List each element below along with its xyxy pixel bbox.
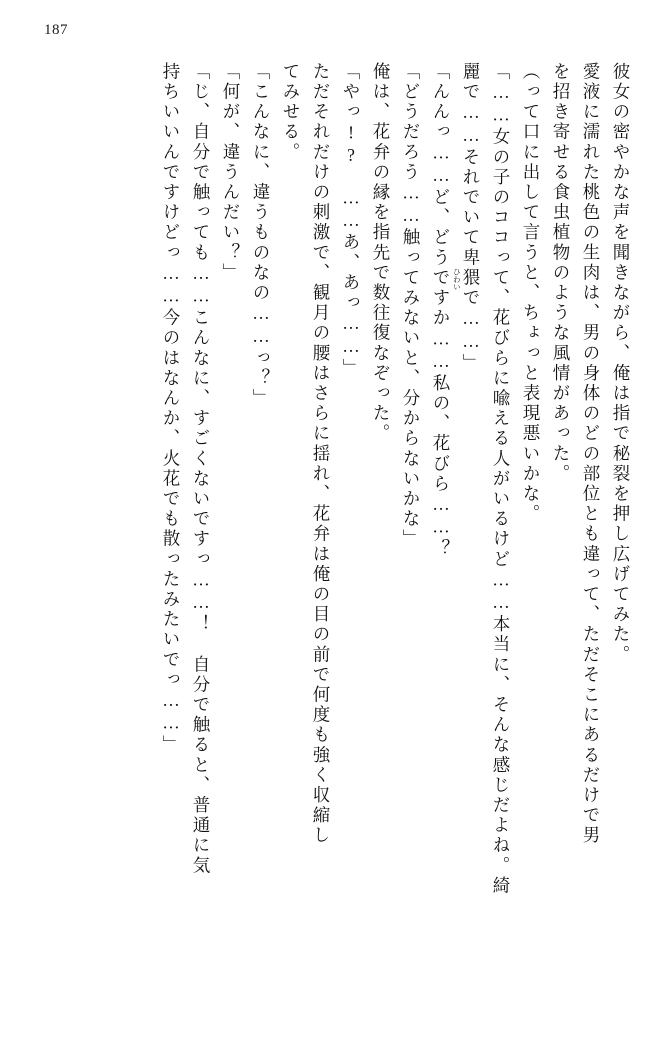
text-line: ただそれだけの刺激で、観月の腰はさらに揺れ、花弁は俺の目の前で何度も強く収縮し: [311, 62, 331, 846]
text-line: 「じ、自分で触っても……こんなに、すごくないですっ……！ 自分で触ると、普通に気: [191, 62, 211, 876]
text-line: 愛液に濡れた桃色の生肉は、男の身体のどの部位とも違って、ただそこにあるだけで男: [581, 62, 601, 846]
text-line: 「何が、違うんだい？」: [221, 62, 241, 284]
text-line: 俺は、花弁の縁を指先で数往復なぞった。: [371, 62, 391, 444]
text-line: 「やっ!? ……あ、あっ……」: [341, 62, 361, 379]
text-line: 麗で……それでいて卑猥 ひわい で……」: [452, 62, 481, 374]
text-line: 「こんなに、違うものなの……っ？」: [251, 62, 271, 409]
text-line: 持ちいいんですけどっ……今のはなんか、火花でも散ったみたいでっ……」: [161, 62, 181, 756]
page-number: 187: [44, 22, 68, 38]
text-line: （って口に出して言うと、ちょっと表現悪いかな。: [521, 62, 541, 525]
text-line: 「どうだろう……触ってみないと、分からないかな」: [401, 62, 421, 550]
text-line: 「んんっ……ど、どうですか……私の、花びら……？: [431, 62, 451, 560]
vertical-text-body: [40, 62, 629, 1016]
text-line: 「……女の子のココって、花びらに喩える人がいるけど……本当に、そんな感じだよね。綺: [491, 62, 511, 897]
text-line: てみせる。: [281, 62, 301, 163]
text-line: 彼女の密やかな声を聞きながら、俺は指で秘裂を押し広げてみた。: [611, 62, 631, 665]
ruby-text: ひわい: [452, 268, 462, 291]
text-line: を招き寄せる食虫植物のような風情があった。: [551, 62, 571, 485]
ruby-base: 猥 ひわい: [452, 268, 481, 291]
